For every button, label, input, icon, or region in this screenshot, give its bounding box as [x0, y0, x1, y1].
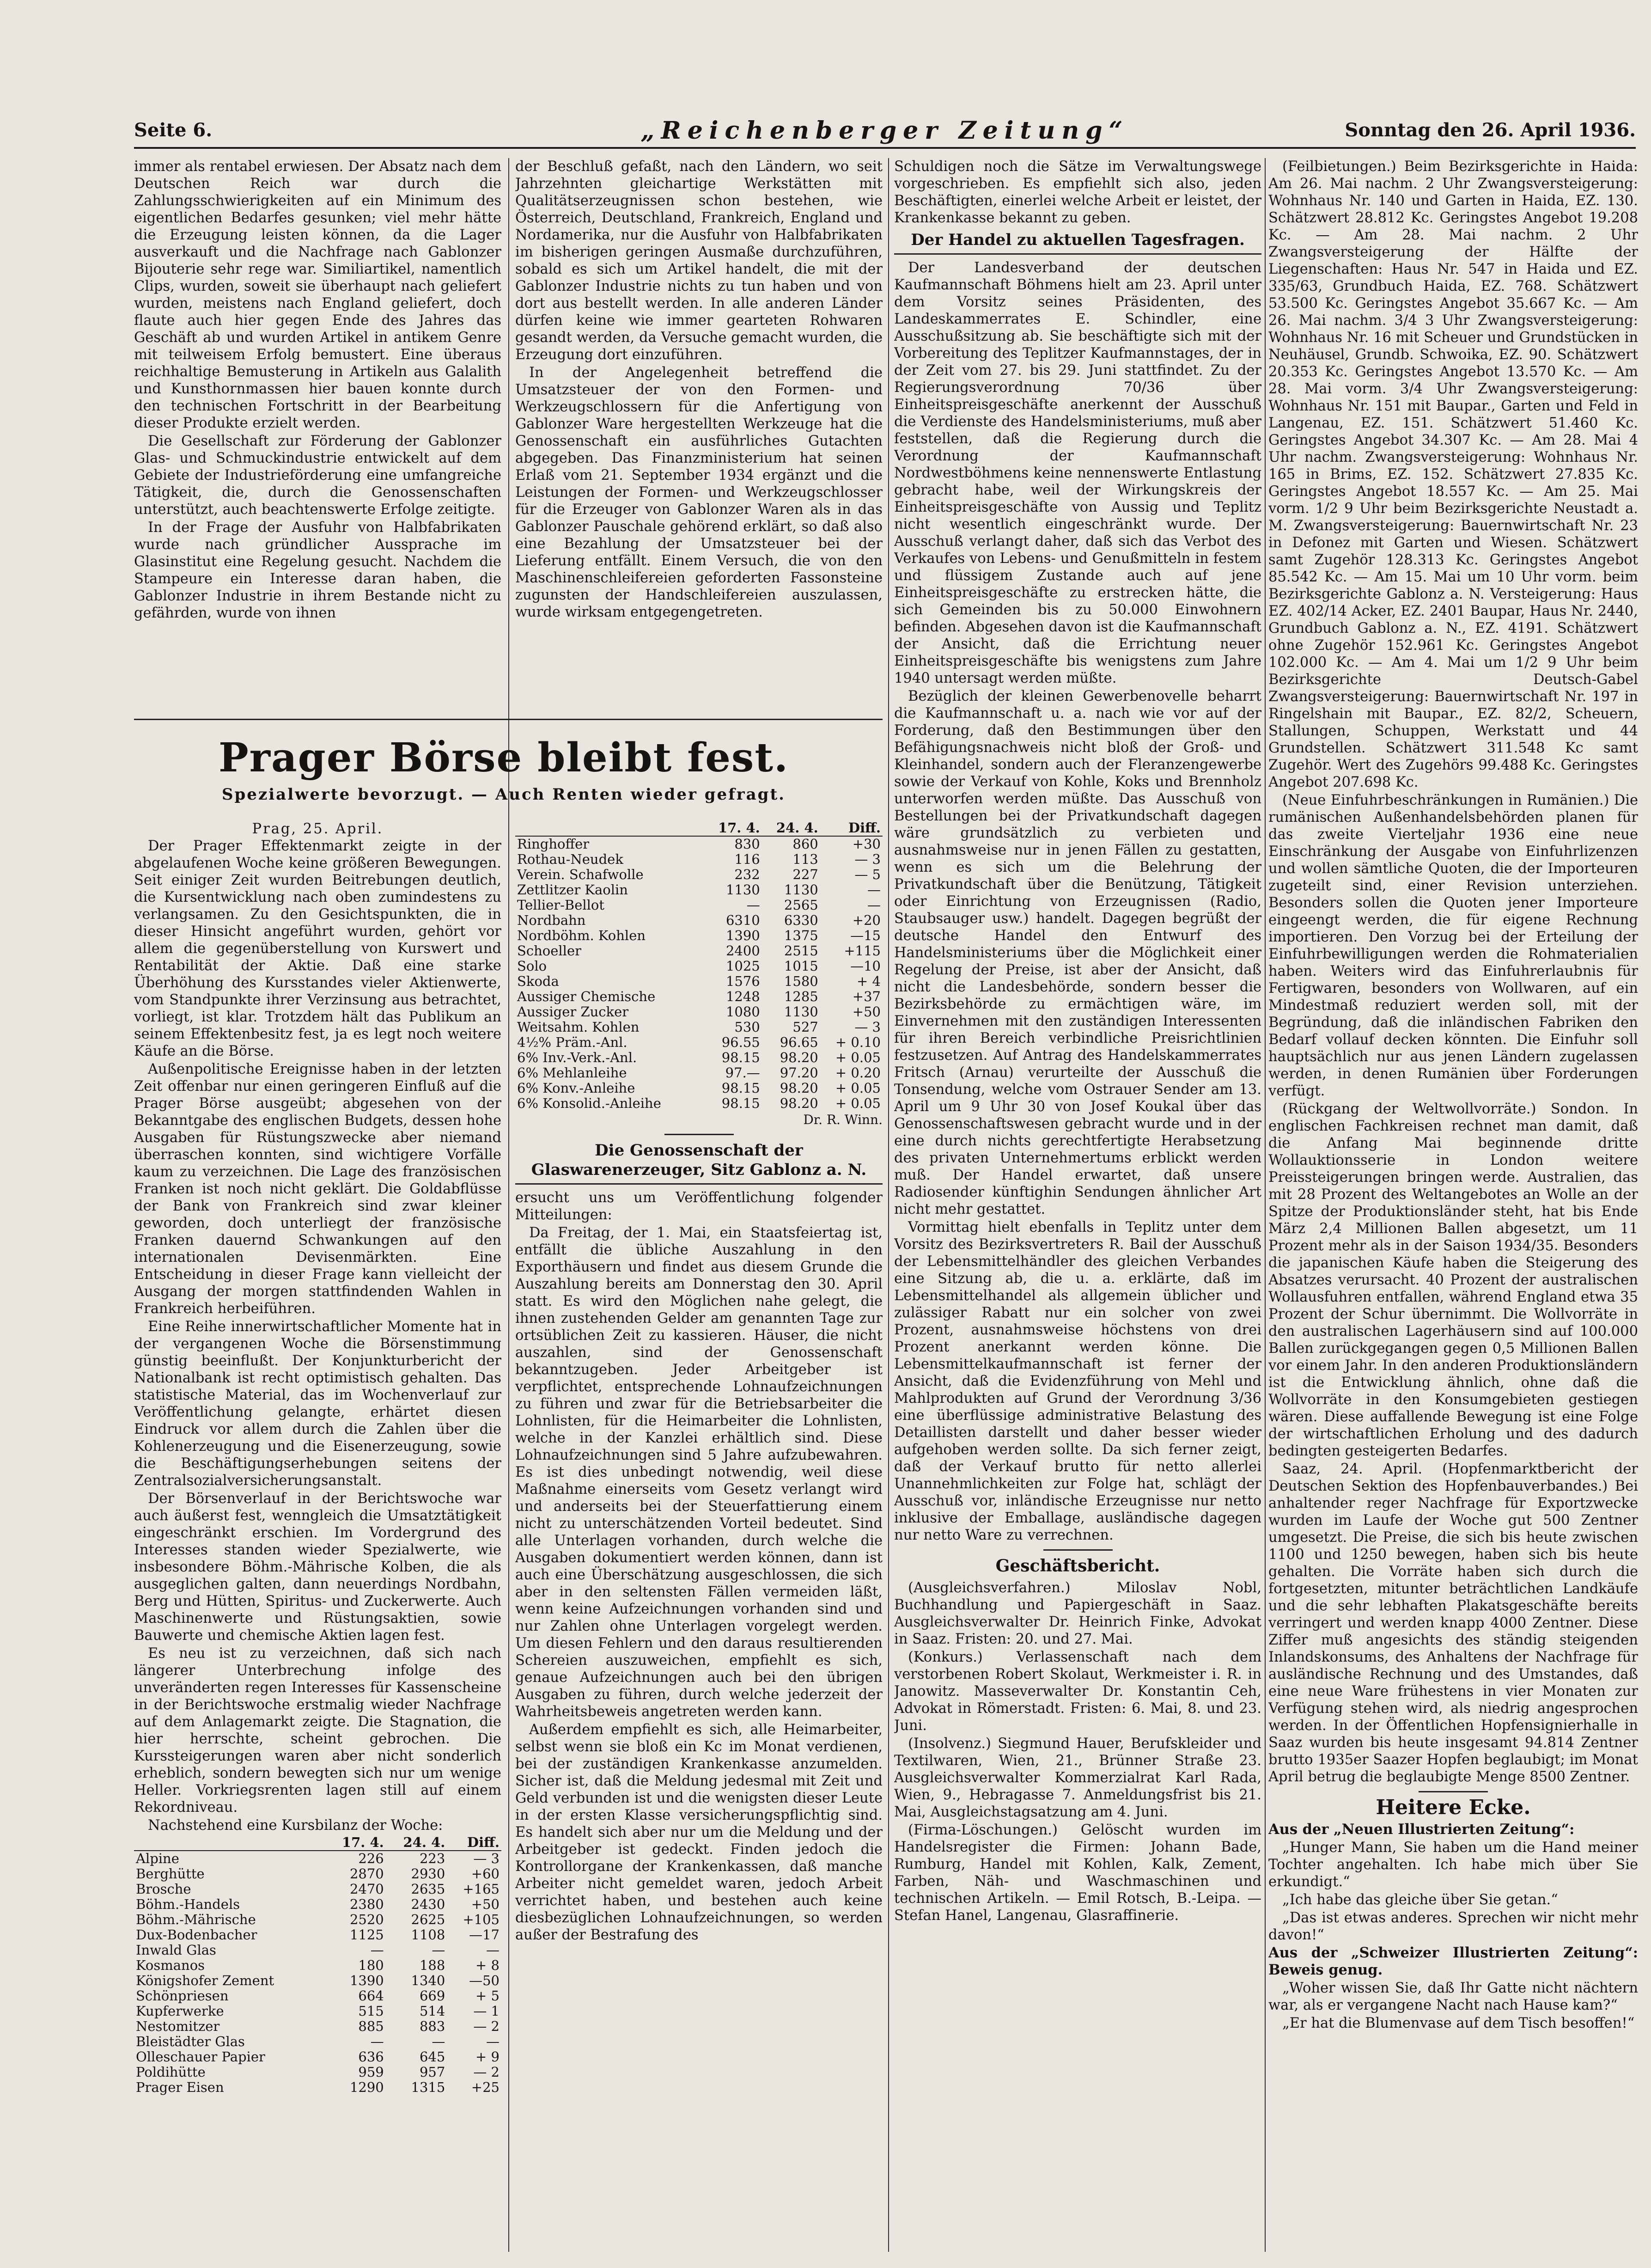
humor-line: „Hunger Mann, Sie haben um die Hand meiner Tochter angehalten. Ich habe mich über Sie erkundigt.“ [1268, 1840, 1638, 1890]
price-value: 530 [734, 1019, 760, 1035]
table-header: Diff. [820, 820, 883, 836]
report-item: (Insolvenz.) Siegmund Hauer, Berufskleider und Textilwaren, Wien, 21., Brünner Straße 23. Ausgleichsverwalter Kommerzialrat Karl Rada, Wien, 9., Hebragasse 7. Anmeldungsfrist bis 21. Mai, Ausgleichstagsatzung am 4. Juni. [894, 1736, 1261, 1820]
table-row [515, 882, 883, 898]
price-value: — [746, 897, 760, 913]
price-value: 2380 [349, 1896, 384, 1912]
price-difference: +37 [852, 989, 881, 1004]
table-row [515, 928, 883, 943]
price-value: 885 [358, 2018, 384, 2034]
price-difference: — 2 [473, 2018, 500, 2034]
humor-line: „Das ist etwas anderes. Sprechen wir nicht mehr davon!“ [1268, 1910, 1638, 1943]
table-row [134, 2019, 501, 2034]
security-name: Prager Eisen [136, 2079, 224, 2095]
bourse-paragraph: Der Börsenverlauf in der Berichtswoche war auch äußerst fest, wenngleich die Umsatztätigkeit eingeschränkt erschien. Im Vordergrund des Interesses standen wieder Spezialwerte, wie insbesondere Böhm.-Mährische Kolben, die als ausgeglichen galten, dann neuerdings Nordbahn, Berg und Hütten, Spiritus- und Zuckerwerte. Auch Maschinenwerte und Rüstungsaktien, sowie Bauwerte und chemische Aktien lagen fest. [134, 1491, 501, 1644]
price-difference: +165 [463, 1881, 500, 1897]
price-difference: + 9 [475, 2049, 500, 2065]
issue-date: Sonntag den 26. April 1936. [1345, 119, 1636, 141]
price-value: 6310 [725, 912, 760, 928]
price-difference: +115 [844, 943, 881, 959]
security-name: Böhm.-Handels [136, 1896, 240, 1912]
price-difference: +30 [852, 836, 881, 852]
price-difference: — [867, 882, 881, 898]
security-name: Schoeller [517, 943, 581, 959]
table-row [515, 1065, 883, 1081]
report-item: (Konkurs.) Verlassenschaft nach dem verstorbenen Robert Skolaut, Werkmeister i. R. in Janowitz. Masseverwalter Dr. Konstantin Ceh, Advokat in Römerstadt. Fristen: 6. Mai, 8. und 23. Juni. [894, 1649, 1261, 1734]
security-name: Weitsahm. Kohlen [517, 1019, 640, 1035]
price-value: 1015 [784, 958, 818, 974]
price-difference: —15 [850, 928, 881, 943]
price-value: 2930 [411, 1866, 445, 1882]
price-value: 2470 [349, 1881, 384, 1897]
price-value: 98.20 [780, 1080, 818, 1096]
price-value: 227 [792, 867, 818, 882]
security-name: Nordbahn [517, 912, 586, 928]
column-1-top [134, 158, 501, 713]
table-row [515, 867, 883, 882]
security-name: Königshofer Zement [136, 1973, 274, 1988]
price-value: 1390 [725, 928, 760, 943]
price-difference: + 0.05 [835, 1095, 881, 1111]
bourse-paragraph: Eine Reihe innerwirtschaftlicher Momente hat in der vergangenen Woche die Börsenstimmung günstig beeinflußt. Der Konjunkturbericht der Nationalbank ist recht optimistisch gehalten. Das statistische Material, das im Wochenverlauf zur Veröffentlichung gelangte, erhärtet diesen Eindruck vor allem durch die Zahlen über die Kohlenerzeugung und die Eisenerzeugung, sowie die Beschäftigungserhebungen seitens der Zentralsozialversicherungsanstalt. [134, 1319, 501, 1489]
table-header [515, 820, 704, 836]
price-difference: — 2 [473, 2064, 500, 2080]
price-difference: + 5 [475, 1988, 500, 2004]
section-rule [134, 719, 883, 720]
security-name: 4½% Präm.-Anl. [517, 1034, 628, 1050]
article-paragraph: immer als rentabel erwiesen. Der Absatz nach dem Deutschen Reich war durch die Zahlungsschwierigkeiten auf ein Minimum des eigentlichen Bedarfes gesunken; viel mehr hätte die Erzeugung leisten können, da die Lager ausverkauft und die Nachfrage nach Gablonzer Bijouterie sehr rege war. Similiartikel, namentlich Clips, wurden, soweit sie überhaupt nach geliefert wurden, meistens nach England geliefert, doch flaute auch hier gegen Ende des Jahres das Geschäft ab und wurden Artikel in antikem Genre mit teilweisem Erfolg bemustert. Eine überaus reichhaltige Bemusterung in Artikeln aus Galalith und Kunsthornmassen hier bauen konnte durch den technischen Fortschritt in der Bearbeitung dieser Produkte erzielt werden. [134, 159, 501, 431]
security-name: Kupferwerke [136, 2003, 224, 2019]
report-item: (Firma-Löschungen.) Gelöscht wurden im Handelsregister die Firmen: Johann Bade, Rumburg, Handel mit Kohlen, Kalk, Zement, Farben, Näh- und Waschmaschinen und technischen Artikeln. — Emil Rotsch, B.-Leipa. — Stefan Hanel, Langenau, Glasraffinerie. [894, 1822, 1261, 1924]
security-name: Verein. Schafwolle [517, 867, 644, 882]
price-difference: + 4 [857, 973, 881, 989]
security-name: 6% Konv.-Anleihe [517, 1080, 635, 1096]
price-value: 645 [419, 2049, 445, 2065]
humor-source: Aus der „Neuen Illustrierten Zeitung“: [1268, 1821, 1575, 1838]
cooperative-intro: ersucht uns um Veröffentlichung folgender Mitteilungen: [515, 1190, 883, 1223]
column-rule [508, 158, 509, 2252]
bourse-subtitle: Spezialwerte bevorzugt. — Auch Renten wieder gefragt. [221, 785, 786, 804]
price-value: — [370, 1942, 384, 1958]
security-name: Rothau-Neudek [517, 851, 623, 867]
price-value: 2430 [411, 1896, 445, 1912]
price-difference: +25 [471, 2079, 500, 2095]
price-value: 180 [358, 1957, 384, 1973]
article-paragraph: Bezüglich der kleinen Gewerbenovelle beharrt die Kaufmannschaft u. a. nach wie vor auf der Forderung, daß den Bestimmungen über den Befähigungsnachweis nicht bloß der Groß- und Kleinhandel, sondern auch der Fleranzengewerbe sowie der Verkauf von Kohle, Koks und Brennholz unterworfen werden müßte. Das Ausschuß von Bestellungen bei der Privatkundschaft dagegen wäre grundsätzlich zu verbieten und ausnahmsweise nur in jenen Fällen zu gestatten, wenn es sich um die Belehrung der Privatkundschaft über die Benützung, Tätigkeit oder Einrichtung von Erzeugnissen (Radio, Staubsauger usw.) handelt. Dagegen begrüßt der deutsche Handel den Entwurf des Handelsministeriums über die Möglichkeit einer Regelung der Preise, ist aber der Ansicht, daß nicht die Landesbehörde, sondern besser die Bezirksbehörde zu ermächtigen wäre, im Einvernehmen mit den zuständigen Interessenten für ihren Bereich verbindliche Preisrichtlinien festzusetzen. Auf Antrag des Handelskammerrates Fritsch (Arnau) verurteilte der Ausschuß die Tonsendung, welche vom Ostrauer Sender am 13. April um 9 Uhr 30 von Josef Koukal über das Genossenschaftswesen gebracht wurde und in der eine durch nichts gerechtfertigte Herabsetzung des privaten Unternehmertums erblickt werden muß. Der Handel erwartet, daß unsere Radiosender künftighin Sendungen ähnlicher Art nicht mehr gestattet. [894, 688, 1261, 1217]
trade-section-title: Der Handel zu aktuellen Tagesfragen. [894, 230, 1261, 255]
security-name: 6% Inv.-Verk.-Anl. [517, 1050, 637, 1065]
security-name: Nordböhm. Kohlen [517, 928, 646, 943]
price-value: 1580 [784, 973, 818, 989]
price-value: 527 [792, 1019, 818, 1035]
price-difference: +50 [852, 1004, 881, 1020]
price-value: 97.20 [780, 1065, 818, 1081]
table-row [515, 1096, 883, 1111]
business-report-title: Geschäftsbericht. [995, 1556, 1160, 1576]
table-row [134, 1882, 501, 1897]
article-paragraph: In der Frage der Ausfuhr von Halbfabrikaten wurde nach gründlicher Aussprache im Glasinstitut eine Regelung gesucht. Nachdem die Stampeure ein Interesse daran haben, die Gablonzer Industrie in ihrem Bestande nicht zu gefährden, wurde von ihnen [134, 520, 501, 621]
price-value: 1108 [411, 1927, 445, 1943]
table-row [134, 2004, 501, 2019]
table-header: 24. 4. [386, 1835, 447, 1851]
table-row [515, 836, 883, 852]
table-row [515, 898, 883, 913]
column-2-top [515, 158, 883, 713]
humor-corner-title: Heitere Ecke. [1376, 1796, 1531, 1819]
price-value: 98.20 [780, 1050, 818, 1065]
price-value: 98.15 [721, 1050, 760, 1065]
price-value: 1130 [725, 882, 760, 898]
table-row [134, 1851, 501, 1866]
report-item: (Ausgleichsverfahren.) Miloslav Nobl, Buchhandlung und Papiergeschäft in Saaz. Ausgleichsverwalter Dr. Heinrich Finke, Advokat in Saaz. Fristen: 20. und 27. Mai. [894, 1580, 1261, 1647]
price-value: 664 [358, 1988, 384, 2004]
price-difference: —10 [850, 958, 881, 974]
page-header [134, 116, 1636, 149]
table-row [515, 1081, 883, 1096]
table-header: 17. 4. [324, 1835, 386, 1851]
security-name: 6% Mehlanleihe [517, 1065, 627, 1081]
price-value: 1025 [725, 958, 760, 974]
price-value: 636 [358, 2049, 384, 2065]
page-number: Seite 6. [134, 119, 213, 141]
column-rule [1265, 158, 1266, 2252]
cooperative-title: Die Genossenschaft der Glaswarenerzeuger, Sitz Gablonz a. N. [515, 1141, 883, 1185]
security-name: Aussiger Zucker [517, 1004, 629, 1020]
table-row [515, 943, 883, 959]
security-name: 6% Konsolid.-Anleihe [517, 1095, 661, 1111]
price-difference: — 3 [473, 1851, 500, 1866]
security-name: Dux-Bodenbacher [136, 1927, 257, 1943]
price-value: 883 [419, 2018, 445, 2034]
price-difference: + 0.10 [835, 1034, 881, 1050]
bourse-paragraph: Der Prager Effektenmarkt zeigte in der abgelaufenen Woche keine größeren Bewegungen. Seit einiger Zeit wurden Beitrebungen deutlich, die Kursentwicklung nach oben zumindestens zu verlangsamen. Zu den Gesichtspunkten, die in dieser Hinsicht angeführt wurden, gehört vor allem die gegenüberstellung von Kurswert und Rentabilität der Aktie. Daß eine starke Überhöhung des Kursstandes vieler Aktienwerte, vom Standpunkte ihrer Verzinsung aus betrachtet, vorliegt, ist klar. Trotzdem hält das Publikum an seinem Effektenbesitz fest, ja es legt noch weitere Käufe an die Börse. [134, 838, 501, 1059]
price-value: 1130 [784, 882, 818, 898]
security-name: Bleistädter Glas [136, 2034, 245, 2049]
humor-source: Aus der „Schweizer Illustrierten Zeitung“: Beweis genug. [1268, 1944, 1638, 1978]
security-name: Inwald Glas [136, 1942, 216, 1958]
humor-line: „Er hat die Blumenvase auf dem Tisch besoffen!“ [1282, 2015, 1635, 2031]
table-row [515, 1020, 883, 1035]
news-item: (Neue Einfuhrbeschränkungen in Rumänien.) Die rumänischen Außenhandelsbehörden planen für das zweite Vierteljahr 1936 eine neue Einschränkung der Ausgabe von Einfuhrlizenzen und wollen sämtliche Quoten, die der Importeuren zugeteilt sind, einer Revision unterziehen. Besonders sollen die Quoten jener Importeure eingeengt werden, die für eigene Rechnung importieren. Den Vorzug bei der Erteilung der Einfuhrbewilligungen werden die Rohmaterialien haben. Weiters wird das Einfuhrerlaubnis für Fertigwaren, besonders von Wollwaren, auf ein Mindestmaß reduziert werden soll, mit der Begründung, daß die inländischen Fabriken den Bedarf vollauf decken könnten. Die Einfuhr soll hauptsächlich nur aus jenen Ländern zugelassen werden, in denen Rumänien über Forderungen verfügt. [1268, 792, 1638, 1099]
price-value: 2870 [349, 1866, 384, 1882]
article-paragraph: der Beschluß gefaßt, nach den Ländern, wo seit Jahrzehnten gleichartige Werkstätten mit Qualitätserzeugnissen schon bestehen, wie Österreich, Deutschland, Frankreich, England und Nordamerika, nur die Ausfuhr von Halbfabrikaten im bisherigen geringen Ausmaße durchzuführen, sobald es sich um Artikel handelt, die mit der Gablonzer Industrie nichts zu tun haben und von dort aus bestellt werden. In alle anderen Länder dürfen keine wie immer gearteten Rohwaren gesandt werden, da Versuche gemacht wurden, die Erzeugung dort einzuführen. [515, 159, 883, 363]
price-value: 2520 [349, 1912, 384, 1927]
price-difference: + 0.05 [835, 1080, 881, 1096]
price-value: 232 [734, 867, 760, 882]
price-difference: — 1 [473, 2003, 500, 2019]
price-value: 1315 [411, 2079, 445, 2095]
price-difference: + 0.05 [835, 1050, 881, 1065]
price-value: 96.65 [780, 1034, 818, 1050]
article-paragraph: Schuldigen noch die Sätze im Verwaltungswege vorgeschrieben. Es empfiehlt sich also, jeden Beschäftigten, einerlei welche Arbeit er leistet, der Krankenkasse bekannt zu geben. [894, 159, 1261, 226]
price-value: 515 [358, 2003, 384, 2019]
bourse-left-column [134, 820, 501, 2253]
security-name: Berghütte [136, 1866, 205, 1882]
price-value: 113 [792, 851, 818, 867]
news-item: (Rückgang der Weltwollvorräte.) Sondon. In englischen Fachkreisen rechnet man damit, daß die Anfang Mai beginnende dritte Wollauktionsserie in London weitere Preissteigerungen bringen werde. Australien, das mit 28 Prozent des Weltangebotes an Wolle an der Spitze der Produktionsländer steht, hat bis Ende März 2,4 Millionen Ballen abgesetzt, um 11 Prozent mehr als in der Saison 1934/35. Besonders die japanischen Käufe haben die Steigerung des Absatzes verursacht. 40 Prozent der australischen Wollausfuhren entfallen, während England etwa 35 Prozent der Schur übernimmt. Die Wollvorräte in den australischen Lagerhäusern sind auf 100.000 Ballen zurückgegangen gegen 0,5 Millionen Ballen vor einem Jahr. In den anderen Produktionsländern ist die Entwicklung ähnlich, ohne daß die Wollvorräte in den Konsumgebieten gestiegen wären. Diese auffallende Bewegung ist eine Folge der wirtschaftlichen Erholung und des dadurch bedingten gesteigerten Bedarfes. [1268, 1101, 1638, 1459]
security-name: Alpine [136, 1851, 179, 1866]
price-value: 2400 [725, 943, 760, 959]
security-name: Ringhoffer [517, 836, 590, 852]
price-value: 1285 [784, 989, 818, 1004]
price-difference: +20 [852, 912, 881, 928]
security-name: Poldihütte [136, 2064, 206, 2080]
price-difference: —17 [469, 1927, 500, 1943]
security-name: Olleschauer Papier [136, 2049, 265, 2065]
price-value: 98.15 [721, 1080, 760, 1096]
bourse-headline [134, 735, 873, 805]
price-value: 1340 [411, 1973, 445, 1988]
table-row [515, 852, 883, 867]
price-value: 1080 [725, 1004, 760, 1020]
table-row [134, 1988, 501, 2004]
price-difference: — [486, 1942, 500, 1958]
price-value: 2635 [411, 1881, 445, 1897]
price-value: 860 [792, 836, 818, 852]
price-difference: —50 [469, 1973, 500, 1988]
table-row [134, 1943, 501, 1958]
price-value: 1130 [784, 1004, 818, 1020]
table-row [134, 1927, 501, 1943]
table-row [134, 2049, 501, 2065]
price-difference: — [867, 897, 881, 913]
table-header: 17. 4. [704, 820, 762, 836]
column-4 [1268, 158, 1638, 2252]
security-name: Skoda [517, 973, 559, 989]
news-item: (Feilbietungen.) Beim Bezirksgerichte in Haida: Am 26. Mai nachm. 2 Uhr Zwangsversteigerung: Wohnhaus Nr. 140 und Garten in Haida, EZ. 130. Schätzwert 28.812 Kc. Geringstes Angebot 19.208 Kc. — Am 28. Mai nachm. 2 Uhr Zwangsversteigerung der Hälfte der Liegenschaften: Haus Nr. 547 in Haida und EZ. 335/63, Grundbuch Haida, EZ. 768. Schätzwert 53.500 Kc. Geringstes Angebot 35.667 Kc. — Am 26. Mai nachm. 3/4 3 Uhr Zwangsversteigerung: Wohnhaus Nr. 16 mit Scheuer und Grundstücken in Neuhäusel, Grundb. Schwoika, EZ. 90. Schätzwert 20.353 Kc. Geringstes Angebot 13.570 Kc. — Am 28. Mai vorm. 3/4 Uhr Zwangsversteigerung: Wohnhaus Nr. 151 mit Baupar., Garten und Feld in Langenau, EZ. 151. Schätzwert 51.460 Kc. Geringstes Angebot 34.307 Kc. — Am 28. Mai 4 Uhr nachm. Zwangsversteigerung: Wohnhaus Nr. 165 in Brims, EZ. 152. Schätzwert 27.835 Kc. Geringstes Angebot 18.557 Kc. — Am 25. Mai vorm. 1/2 9 Uhr beim Bezirksgerichte Neustadt a. M. Zwangsversteigerung: Bauernwirtschaft Nr. 23 in Defonez mit Garten und Wiesen. Schätzwert samt Zugehör 128.313 Kc. Geringstes Angebot 85.542 Kc. — Am 15. Mai um 10 Uhr vorm. beim Bezirksgerichte Gablonz a. N. Versteigerung: Haus EZ. 402/14 Acker, EZ. 2401 Baupar, Haus Nr. 2440, Grundbuch Gablonz a. N., EZ. 4191. Schätzwert ohne Zugehör 152.961 Kc. Geringstes Angebot 102.000 Kc. — Am 4. Mai um 1/2 9 Uhr beim Bezirksgerichte Deutsch-Gabel Zwangsversteigerung: Bauernwirtschaft Nr. 197 in Ringelshain mit Baupar., EZ. 82/2, Scheuern, Stallungen, Schuppen, Werkstatt und 44 Grundstellen. Schätzwert 311.548 Kc samt Zugehör. Wert des Zugehörs 99.488 Kc. Geringstes Angebot 207.698 Kc. [1268, 159, 1638, 790]
column-3 [894, 158, 1261, 2252]
table-header: 24. 4. [762, 820, 820, 836]
security-name: Aussiger Chemische [517, 989, 656, 1004]
article-paragraph: Der Landesverband der deutschen Kaufmannschaft Böhmens hielt am 23. April unter dem Vorsitz seines Präsidenten, des Landeskammerrates E. Schindler, eine Ausschußsitzung ab. Sie beschäftigte sich mit der Vorbereitung des Teplitzer Kaufmannstages, der in der Zeit vom 27. bis 29. Juni stattfindet. Zu der Regierungsverordnung 70/36 über Einheitspreisgeschäfte anerkennt der Ausschuß die Verdienste des Handelsministeriums, muß aber feststellen, daß die Regierung durch die Verordnung der Kaufmannschaft Nordwestböhmens keine nennenswerte Entlastung gebracht habe, weil der Wirkungskreis der Einheitspreisgeschäfte von Aussig und Teplitz nicht wesentlich eingeschränkt wurde. Der Ausschuß verlangt daher, daß sich das Verbot des Verkaufes von Lebens- und Genußmitteln in festem und flüssigem Zustande auch auf jene Einheitspreisgeschäfte zu erstrecken hätte, die sich Gemeinden bis zu 50.000 Einwohnern befinden. Abgesehen davon ist die Kaufmannschaft der Ansicht, daß die Errichtung neuer Einheitspreisgeschäfte bis wenigstens zum Jahre 1940 untersagt werden müßte. [894, 260, 1261, 686]
security-name: Brosche [136, 1881, 191, 1897]
humor-line: „Ich habe das gleiche über Sie getan.“ [1282, 1892, 1558, 1908]
table-row [515, 974, 883, 989]
price-value: 6330 [784, 912, 818, 928]
price-value: 2515 [784, 943, 818, 959]
cooperative-paragraph: Außerdem empfiehlt es sich, alle Heimarbeiter, selbst wenn sie bloß ein Kc im Monat verdienen, bei der zuständigen Krankenkasse anzumelden. Sicher ist, daß die Meldung jedesmal mit Zeit und Geld verbunden ist und die wenigsten dieser Leute in der ersten Klasse versicherungspflichtig sind. Es handelt sich aber nur um die Meldung und der Arbeitgeber ist gedeckt. Finden jedoch die Kontrollorgane der Krankenkassen, daß manche Arbeiter nicht gemeldet waren, jedoch Arbeit verrichtet haben, und bestehen auch keine diesbezüglichen Lohnaufzeichnungen, so werden außer der Bestrafung des [515, 1722, 883, 1943]
price-value: 959 [358, 2064, 384, 2080]
bourse-right-column [515, 820, 883, 2253]
price-value: 96.55 [721, 1034, 760, 1050]
table-row [515, 913, 883, 928]
price-value: 2565 [784, 897, 818, 913]
price-value: 98.20 [780, 1095, 818, 1111]
table-row [134, 1912, 501, 1927]
price-value: 830 [734, 836, 760, 852]
price-value: 1125 [349, 1927, 384, 1943]
security-name: Böhm.-Mährische [136, 1912, 256, 1927]
price-difference: +105 [463, 1912, 500, 1927]
table-row [515, 1004, 883, 1020]
price-value: 226 [358, 1851, 384, 1866]
security-name: Solo [517, 958, 547, 974]
table-row [515, 989, 883, 1004]
price-value: 1248 [725, 989, 760, 1004]
table-row [515, 1050, 883, 1065]
security-name: Kosmanos [136, 1957, 205, 1973]
column-rule [888, 158, 889, 2252]
cooperative-paragraph: Da Freitag, der 1. Mai, ein Staatsfeiertag ist, entfällt die übliche Auszahlung in den Exporthäusern und findet aus diesem Grunde die Auszahlung bereits am Donnerstag den 30. April statt. Es wird den Möglichen nahe gelegt, die ihnen zustehenden Gelder am genannten Tage zur ortsüblichen Zeit zu kassieren. Häuser, die nicht auszahlen, sind der Genossenschaft bekanntzugeben. Jeder Arbeitgeber ist verpflichtet, entsprechende Lohnaufzeichnungen zu führen und zwar für die Betriebsarbeiter die Lohnlisten, für die Heimarbeiter die Lohnlisten, welche in der Kanzlei erhältlich sind. Diese Lohnaufzeichnungen sind 5 Jahre aufzubewahren. Es ist dies unbedingt notwendig, weil diese Maßnahme einerseits vom Gesetz verlangt wird und anderseits bei der Steuerfattierung einem nicht zu unterschätzenden Vorteil bedeutet. Sind alle Unterlagen vorhanden, durch welche die Ausgaben dokumentiert werden können, dann ist auch eine Überschätzung ausgeschlossen, die sich aber in den seltensten Fällen vermeiden läßt, wenn keine Aufzeichnungen vorhanden sind und nur Zahlen ohne Unterlagen vorgelegt werden. Um diesen Fehlern und den daraus resultierenden Schereien auszuweichen, empfiehlt es sich, genaue Aufzeichnungen auch bei den übrigen Ausgaben zu führen, durch welche jederzeit der Wahrheitsbeweis angetreten werden kann. [515, 1225, 883, 1720]
article-paragraph: In der Angelegenheit betreffend die Umsatzsteuer der von den Formen- und Werkzeugschlossern für die Anfertigung von Gablonzer Ware hergestellten Werkzeuge hat die Genossenschaft ein ausführliches Gutachten abgegeben. Das Finanzministerium hat seinen Erlaß vom 21. September 1934 ergänzt und die Leistungen der Formen- und Werkzeugschlosser für die Erzeuger von Gablonzer Waren als in das Gablonzer Pauschale gehörend erklärt, so daß also eine Bezahlung der Umsatzsteuer bei der Lieferung entfällt. Einem Versuch, die von den Maschinenschleifereien geforderten Fassonsteine zugunsten der Handschleifereien auszulassen, wurde wirksam entgegengetreten. [515, 365, 883, 620]
table-row [134, 2065, 501, 2080]
table-row [134, 1973, 501, 1988]
price-value: 116 [734, 851, 760, 867]
dateline: Prag, 25. April. [252, 821, 384, 837]
price-value: 98.15 [721, 1095, 760, 1111]
price-value: 669 [419, 1988, 445, 2004]
price-value: 2625 [411, 1912, 445, 1927]
table-row [515, 1035, 883, 1050]
price-value: — [432, 1942, 445, 1958]
price-value: — [370, 2034, 384, 2049]
price-value: 188 [419, 1957, 445, 1973]
separator [1043, 1549, 1113, 1551]
security-name: Zettlitzer Kaolin [517, 882, 628, 898]
price-value: 514 [419, 2003, 445, 2019]
price-difference: + 8 [475, 1957, 500, 1973]
news-item: Saaz, 24. April. (Hopfenmarktbericht der Deutschen Sektion des Hopfenbauverbandes.) Bei anhaltender reger Nachfrage für Exportzwecke wurden im Laufe der Woche gut 500 Zentner umgesetzt. Die Preise, die sich bis heute zwischen 1100 und 1250 bewegen, haben sich bis heute gehalten. Die Vorräte haben sich durch die fortgesetzten, mitunter beträchtlichen Landkäufe und die sehr lebhaften Plakatsgeschäfte bereits verringert und werden knapp 4000 Zentner. Diese Ziffer muß angesichts des ständig steigenden Inlandskonsums, des Anhaltens der Nachfrage für ausländische Rechnung und des Umstandes, daß eine neue Ware frühestens in vier Monaten zur Verfügung stehen wird, als niedrig angesprochen werden. In der Öffentlichen Hopfensignierhalle in Saaz wurden bis heute insgesamt 94.814 Zentner brutto 1935er Saazer Hopfen beglaubigt; im Monat April betrug die beglaubigte Menge 8500 Zentner. [1268, 1461, 1638, 1785]
table-header [134, 1835, 324, 1851]
table-row [134, 2080, 501, 2095]
security-name: Nestomitzer [136, 2018, 220, 2034]
author-signature: Dr. R. Winn. [803, 1112, 883, 1127]
newspaper-title: „Reichenberger Zeitung“ [640, 116, 1129, 145]
table-row [515, 959, 883, 974]
table-row [134, 1866, 501, 1882]
article-paragraph: Die Gesellschaft zur Förderung der Gablonzer Glas- und Schmuckindustrie entwickelt auf dem Gebiete der Industrieförderung eine umfangreiche Tätigkeit, die, durch die Genossenschaften unterstützt, auch beachtenswerte Erfolge zeitigte. [134, 433, 501, 518]
quote-table-left [134, 1835, 501, 2095]
table-header-row [515, 820, 883, 836]
bourse-paragraph: Außenpolitische Ereignisse haben in der letzten Zeit offenbar nur einen geringeren Einfluß auf die Prager Börse ausgeübt; abgesehen von der Bekanntgabe des englischen Budgets, dessen hohe Ausgaben für Rüstungszwecke aber niemand überraschen konnten, sind wichtigere Vorfälle kaum zu verzeichnen. Die Lage des französischen Franken ist noch nicht geklärt. Die Goldabflüsse der Bank von Frankreich sind zwar kleiner geworden, doch unterliegt der französische Franken dauernd Schwankungen auf den internationalen Devisenmärkten. Eine Entscheidung in dieser Frage kann vielleicht der Ausgang der morgen stattfindenden Wahlen in Frankreich herbeiführen. [134, 1061, 501, 1317]
table-header-row [134, 1835, 501, 1851]
price-value: — [432, 2034, 445, 2049]
price-value: 1390 [349, 1973, 384, 1988]
price-difference: — 3 [854, 1019, 881, 1035]
bourse-title: Prager Börse bleibt fest. [218, 734, 789, 781]
separator [1419, 1791, 1488, 1792]
price-difference: + 0.20 [835, 1065, 881, 1081]
price-difference: — 3 [854, 851, 881, 867]
table-row [134, 1958, 501, 1973]
security-name: Schönpriesen [136, 1988, 229, 2004]
price-value: 223 [419, 1851, 445, 1866]
security-name: Tellier-Bellot [517, 897, 605, 913]
price-difference: — 5 [854, 867, 881, 882]
quote-table-right [515, 820, 883, 1111]
article-paragraph: Vormittag hielt ebenfalls in Teplitz unter dem Vorsitz des Bezirksvertreters R. Bail der Ausschuß der Lebensmittelhändler des gleichen Verbandes eine Sitzung ab, die u. a. erklärte, daß im Lebensmittelhandel als allgemein üblicher und zulässiger Rabatt nur ein solcher von zwei Prozent, ausnahmsweise höchstens von drei Prozent anerkannt werden könne. Die Lebensmittelkaufmannschaft ist ferner der Ansicht, daß die Evidenzführung von Mehl und Mahlprodukten auf Grund der Verordnung 3/36 eine überflüssige administrative Belastung des Detaillisten darstellt und daher besser wieder aufgehoben werden sollte. Da sich ferner zeigt, daß der Verkauf brutto für netto allerlei Unannehmlichkeiten zur Folge hat, schlägt der Ausschuß vor, inländische Erzeugnisse nur netto inklusive der Emballage, ausländische dagegen nur netto Ware zu verrechnen. [894, 1219, 1261, 1543]
price-difference: — [486, 2034, 500, 2049]
price-value: 97.— [725, 1065, 760, 1081]
table-header: Diff. [447, 1835, 501, 1851]
humor-line: „Woher wissen Sie, daß Ihr Gatte nicht nächtern war, als er vergangene Nacht nach Hause kam?“ [1268, 1980, 1638, 2013]
table-row [134, 2034, 501, 2049]
table-row [134, 1897, 501, 1912]
bourse-paragraph: Es neu ist zu verzeichnen, daß sich nach längerer Unterbrechung infolge des unveränderten regen Interesses für Kassenscheine in der Berichtswoche erstmalig wieder Nachfrage auf dem Anlagemarkt zeigte. Die Stagnation, die hier herrschte, scheint gebrochen. Die Kurssteigerungen waren aber nicht sonderlich erheblich, sondern bewegten sich nur um wenige Heller. Vorkriegsrenten lagen still auf einem Rekordniveau. [134, 1645, 501, 1816]
price-value: 1290 [349, 2079, 384, 2095]
price-value: 1576 [725, 973, 760, 989]
price-value: 957 [419, 2064, 445, 2080]
separator [664, 1134, 734, 1135]
price-difference: +60 [471, 1866, 500, 1882]
bourse-paragraph: Nachstehend eine Kursbilanz der Woche: [148, 1817, 443, 1834]
price-value: 1375 [784, 928, 818, 943]
price-difference: +50 [471, 1896, 500, 1912]
